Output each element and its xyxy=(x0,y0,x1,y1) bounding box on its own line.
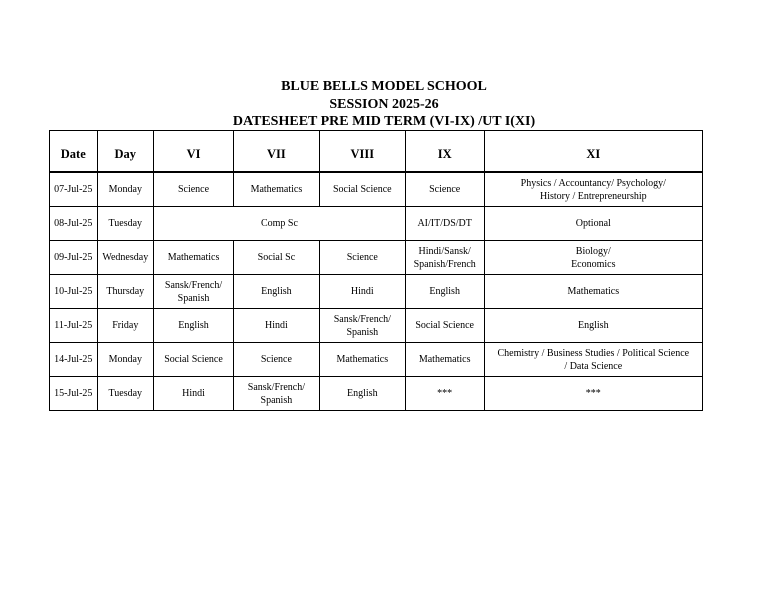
viii-cell: Mathematics xyxy=(319,343,405,377)
vi-cell: Hindi xyxy=(154,377,234,411)
session-label: SESSION 2025-26 xyxy=(329,96,439,112)
date-cell: 09-Jul-25 xyxy=(50,241,98,275)
day-cell: Tuesday xyxy=(97,207,154,241)
xi-cell: Physics / Accountancy/ Psychology/ History / Entrepreneurship xyxy=(484,172,702,207)
ix-cell: Hindi/Sansk/ Spanish/French xyxy=(405,241,484,275)
xi-cell: English xyxy=(484,309,702,343)
table-row xyxy=(50,172,703,207)
table-row xyxy=(50,241,703,275)
date-cell: 14-Jul-25 xyxy=(50,343,98,377)
datesheet-table xyxy=(49,130,703,411)
table-row xyxy=(50,377,703,411)
viii-cell: English xyxy=(319,377,405,411)
day-cell: Monday xyxy=(97,343,154,377)
ix-cell: AI/IT/DS/DT xyxy=(405,207,484,241)
viii-cell: Hindi xyxy=(319,275,405,309)
column-header-vii: VII xyxy=(233,131,319,173)
xi-cell: *** xyxy=(484,377,702,411)
vi-cell: English xyxy=(154,309,234,343)
vi-cell: Mathematics xyxy=(154,241,234,275)
vi-cell: Social Science xyxy=(154,343,234,377)
day-cell: Wednesday xyxy=(97,241,154,275)
vii-cell: Social Sc xyxy=(233,241,319,275)
date-cell: 08-Jul-25 xyxy=(50,207,98,241)
viii-cell: Social Science xyxy=(319,172,405,207)
ix-cell: Mathematics xyxy=(405,343,484,377)
vii-cell: Mathematics xyxy=(233,172,319,207)
vii-cell: Hindi xyxy=(233,309,319,343)
column-header-vi: VI xyxy=(154,131,234,173)
datesheet-title: DATESHEET PRE MID TERM (VI-IX) /UT I(XI) xyxy=(232,114,536,129)
vii-cell: English xyxy=(233,275,319,309)
vii-cell: Science xyxy=(233,343,319,377)
day-cell: Tuesday xyxy=(97,377,154,411)
table-header-row xyxy=(50,131,703,173)
vi-cell: Science xyxy=(154,172,234,207)
viii-cell: Sansk/French/ Spanish xyxy=(319,309,405,343)
xi-cell: Chemistry / Business Studies / Political Science / Data Science xyxy=(484,343,702,377)
table-row xyxy=(50,343,703,377)
ix-cell: English xyxy=(405,275,484,309)
ix-cell: Social Science xyxy=(405,309,484,343)
table-row xyxy=(50,207,703,241)
column-header-xi: XI xyxy=(484,131,702,173)
vii-cell: Sansk/French/ Spanish xyxy=(233,377,319,411)
column-header-ix: IX xyxy=(405,131,484,173)
ix-cell: Science xyxy=(405,172,484,207)
column-header-viii: VIII xyxy=(319,131,405,173)
xi-cell: Optional xyxy=(484,207,702,241)
date-cell: 11-Jul-25 xyxy=(50,309,98,343)
vi-cell: Sansk/French/ Spanish xyxy=(154,275,234,309)
date-cell: 15-Jul-25 xyxy=(50,377,98,411)
viii-cell: Science xyxy=(319,241,405,275)
day-cell: Thursday xyxy=(97,275,154,309)
document-header xyxy=(0,78,768,131)
column-header-date: Date xyxy=(50,131,98,173)
column-header-day: Day xyxy=(97,131,154,173)
ix-cell: *** xyxy=(405,377,484,411)
date-cell: 10-Jul-25 xyxy=(50,275,98,309)
xi-cell: Mathematics xyxy=(484,275,702,309)
school-name: BLUE BELLS MODEL SCHOOL xyxy=(281,79,487,94)
vi-viii-merged-cell: Comp Sc xyxy=(154,207,406,241)
table-row xyxy=(50,275,703,309)
date-cell: 07-Jul-25 xyxy=(50,172,98,207)
day-cell: Monday xyxy=(97,172,154,207)
table-row xyxy=(50,309,703,343)
xi-cell: Biology/ Economics xyxy=(484,241,702,275)
day-cell: Friday xyxy=(97,309,154,343)
